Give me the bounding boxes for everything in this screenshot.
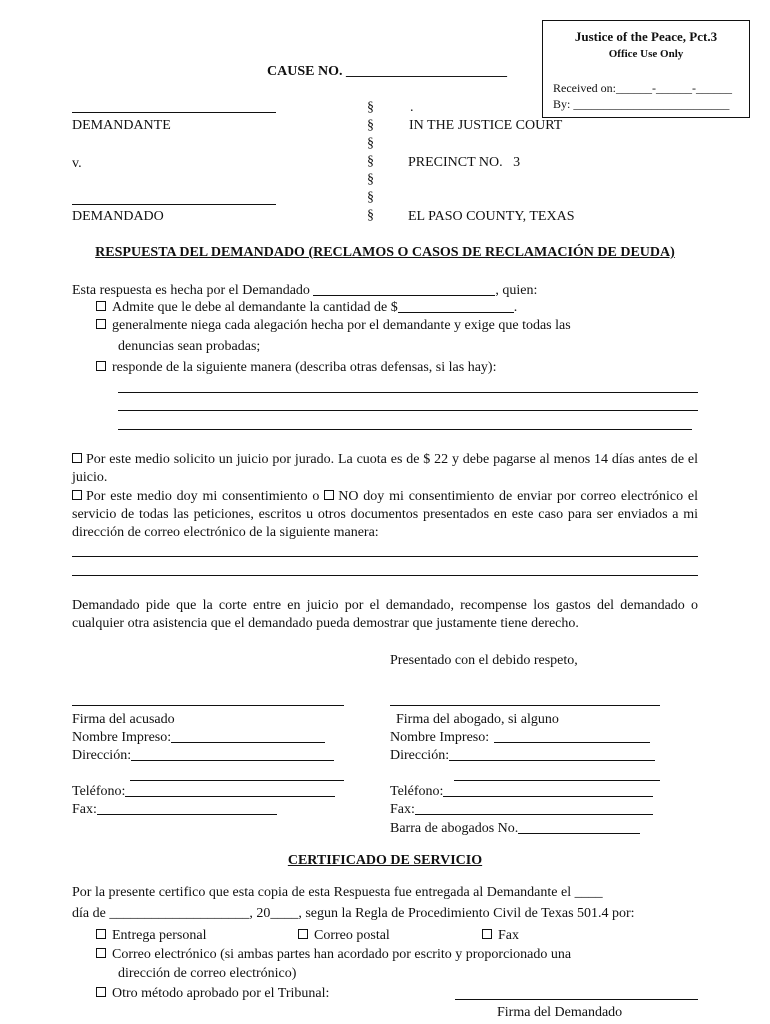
plaintiff-label: DEMANDANTE [72,118,171,133]
amount-field[interactable] [398,300,514,313]
received-on-field[interactable]: Received on:______-______-______ [553,81,732,95]
service-other [96,986,329,1002]
email-address-line[interactable] [72,575,698,576]
printed-name-label: Nombre Impreso: [72,730,172,745]
section-symbol: § [367,208,374,223]
attorney-address-field[interactable] [449,748,655,761]
certificate-title: CERTIFICADO DE SERVICIO [287,853,483,868]
section-symbol: § [367,172,374,187]
defendant-address-field[interactable] [131,748,334,761]
attorney-signature-line[interactable] [390,705,660,706]
section-symbol: § [367,136,374,151]
defendant-name-field[interactable] [313,283,495,296]
section-symbol: § [367,154,374,169]
defendant-signature-label: Firma del acusado [72,712,175,727]
respectfully-submitted: Presentado con el debido respeto, [390,653,578,668]
plaintiff-name-line[interactable] [72,112,276,113]
fax-label: Fax: [72,802,97,817]
fax-checkbox[interactable] [482,929,492,939]
consent-checkbox[interactable] [72,490,82,500]
bar-number-field[interactable] [518,821,640,834]
section-symbol: § [367,190,374,205]
fax-label: Fax: [390,802,415,817]
attorney-fax [390,802,653,818]
defendant-name-line[interactable] [72,204,276,205]
defense-line[interactable] [118,410,698,411]
defense-line[interactable] [118,429,692,430]
deny-option-text: generalmente niega cada alegación hecha por el demandante y exige que todas las [112,318,571,333]
defendant-address [72,748,334,764]
service-fax [482,928,519,944]
office-use-box [542,20,750,118]
precinct-label: PRECINCT NO. 3 [408,155,521,170]
service-personal [96,928,206,944]
address-label: Dirección: [72,748,132,763]
certificate-line-2: día de ____________________, 20____, segun la Regla de Procedimiento Civil de Texas 501.4 por: [72,906,635,921]
email-address-line[interactable] [72,556,698,557]
prayer-paragraph: Demandado pide que la corte entre en juicio por el demandado, recompense los gastos del demandado o cualquier otra asistencia que el demandado pueda demostrar que justamente tiene derecho. [72,598,698,631]
service-email-continued: dirección de correo electrónico) [118,966,297,981]
deny-option-continued: denuncias sean probadas; [118,339,261,354]
email-service-checkbox[interactable] [96,948,106,958]
jury-request-text: Por este medio solicito un juicio por jurado. La cuota es de $ 22 y debe pagarse al menos 14 días antes de el juicio. [72,452,698,485]
address-label: Dirección: [390,748,450,763]
phone-label: Teléfono: [72,784,126,799]
caption-dot: . [410,100,414,115]
received-by-field[interactable]: By: __________________________ [553,97,730,111]
attorney-signature-label: Firma del abogado, si alguno [396,712,559,727]
other-method-label: Otro método aprobado por el Tribunal: [112,986,330,1001]
certificate-signature-line[interactable] [455,999,698,1000]
postal-mail-label: Correo postal [314,928,390,943]
no-consent-text: NO doy mi consentimiento de enviar por correo electrónico el servicio de todas las peticiones, escritos u otros documentos presentados en este caso para ser enviados a mi dirección de correo electrónico de la siguiente manera: [72,489,699,540]
personal-delivery-label: Entrega personal [112,928,207,943]
response-intro-suffix: , quien: [495,283,538,298]
jury-request [72,451,698,487]
cause-number-field[interactable]: CAUSE NO. _______________________ [267,64,507,79]
email-service-label: Correo electrónico (si ambas partes han acordado por escrito y proporcionado una [112,947,572,962]
attorney-phone-field[interactable] [443,784,653,797]
section-symbol: § [367,118,374,133]
court-name: Justice of the Peace, Pct.3 [574,29,718,44]
defendant-phone-field[interactable] [125,784,335,797]
defendant-address-line-2[interactable] [130,780,344,781]
attorney-printed-name-field[interactable] [494,730,650,743]
attorney-address-line-2[interactable] [454,780,660,781]
other-defenses-text: responde de la siguiente manera (describa otras defensas, si las hay): [112,360,497,375]
personal-delivery-checkbox[interactable] [96,929,106,939]
deny-checkbox[interactable] [96,319,106,329]
admit-option-period: . [513,300,518,315]
fax-service-label: Fax [498,928,519,943]
bar-number-label: Barra de abogados No. [390,821,519,836]
attorney-printed-name [390,730,650,746]
defendant-printed-name-field[interactable] [171,730,325,743]
defendant-fax [72,802,277,818]
phone-label: Teléfono: [390,784,444,799]
attorney-phone [390,784,653,800]
attorney-bar-number [390,821,640,837]
section-symbol: § [367,100,374,115]
jury-checkbox[interactable] [72,453,82,463]
office-use-label: Office Use Only [608,48,684,60]
printed-name-label: Nombre Impreso: [390,730,490,745]
admit-option-text: Admite que le debe al demandante la cantidad de $ [112,300,398,315]
defendant-printed-name [72,730,325,746]
other-defenses-checkbox[interactable] [96,361,106,371]
attorney-fax-field[interactable] [415,802,653,815]
response-intro [72,283,537,299]
service-mail [298,928,390,944]
versus-label: v. [72,156,82,171]
admit-checkbox[interactable] [96,301,106,311]
response-intro-text: Esta respuesta es hecha por el Demandado [72,283,310,298]
no-consent-checkbox[interactable] [324,490,334,500]
email-consent [72,488,698,542]
consent-text: Por este medio doy mi consentimiento o [86,489,320,504]
court-label: IN THE JUSTICE COURT [409,118,563,133]
certificate-line-1: Por la presente certifico que esta copia de esta Respuesta fue entregada al Demandante el ____ [72,885,603,900]
defense-line[interactable] [118,392,698,393]
attorney-address [390,748,655,764]
other-method-checkbox[interactable] [96,987,106,997]
defendant-phone [72,784,335,800]
county-label: EL PASO COUNTY, TEXAS [408,209,575,224]
deny-option [96,318,571,334]
form-title: RESPUESTA DEL DEMANDADO (RECLAMOS O CASOS DE RECLAMACIÓN DE DEUDA) [95,245,675,260]
defendant-fax-field[interactable] [97,802,277,815]
certificate-signature-label: Firma del Demandado [497,1005,623,1020]
admit-option [96,300,517,316]
defendant-signature-line[interactable] [72,705,344,706]
other-defenses-option [96,360,496,376]
postal-mail-checkbox[interactable] [298,929,308,939]
defendant-label: DEMANDADO [72,209,164,224]
service-email [96,947,698,963]
